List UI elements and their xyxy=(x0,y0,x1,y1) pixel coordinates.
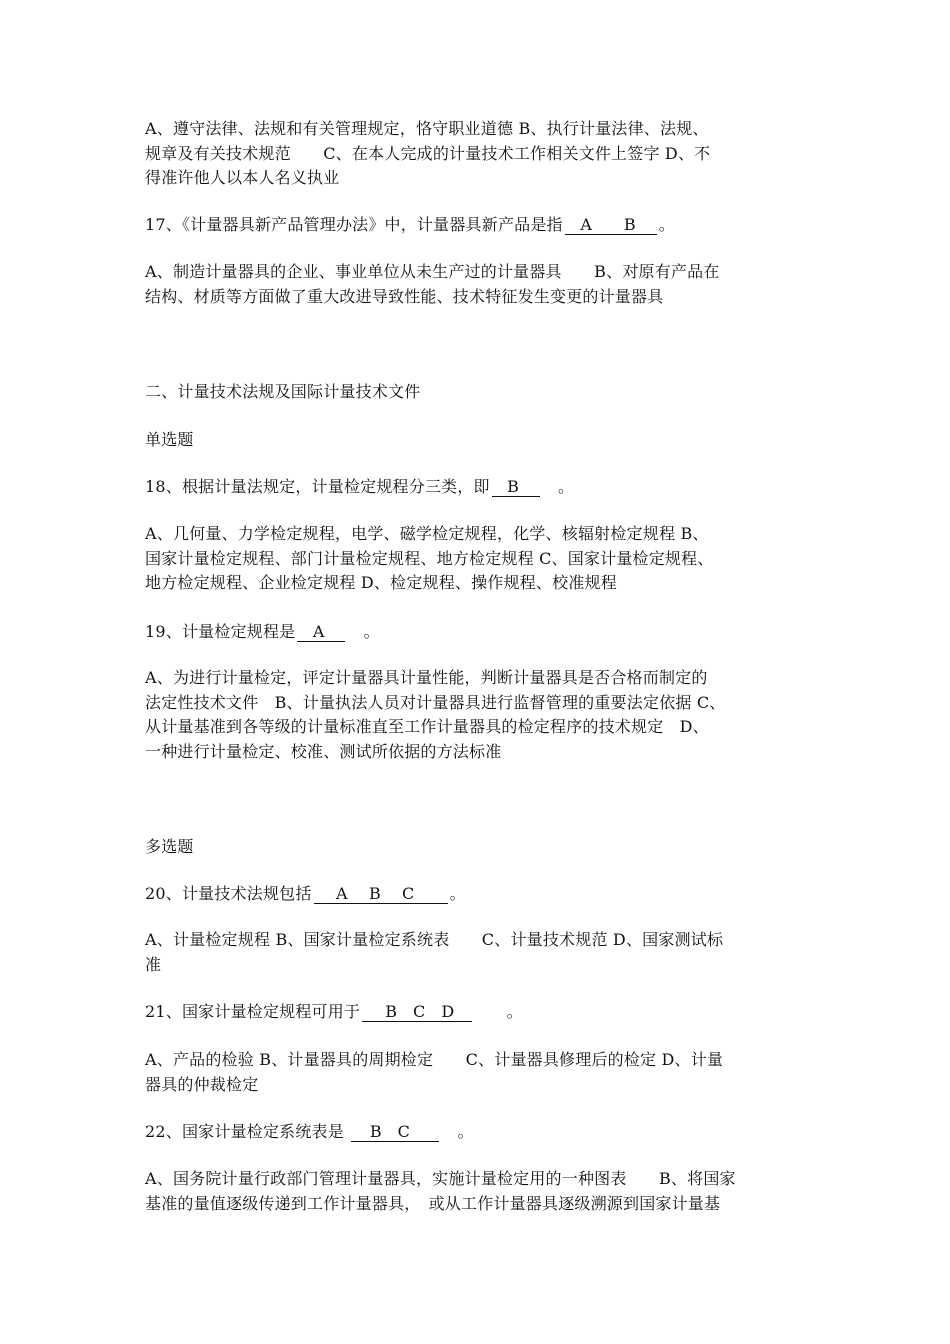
q21-question-text: 21、国家计量检定规程可用于 xyxy=(145,1002,361,1021)
q16-options-line-1: A、遵守法律、法规和有关管理规定，恪守职业道德 B、执行计量法律、法规、 xyxy=(145,119,709,138)
q21-options xyxy=(145,1048,813,1097)
q18-options-line-1: A、几何量、力学检定规程，电学、磁学检定规程，化学、核辐射检定规程 B、 xyxy=(145,524,709,543)
q16-options-line-2: 规章及有关技术规范 C、在本人完成的计量技术工作相关文件上签字 D、不 xyxy=(145,143,711,163)
q19-options-line-4: 一种进行计量检定、校准、测试所依据的方法标准 xyxy=(145,741,502,761)
single-choice-label: 单选题 xyxy=(145,430,194,449)
q18-options-line-3: 地方检定规程、企业检定规程 D、检定规程、操作规程、校准规程 xyxy=(145,573,617,592)
q17-options xyxy=(145,260,813,309)
q21-options-line-1: A、产品的检验 B、计量器具的周期检定 C、计量器具修理后的检定 D、计量 xyxy=(145,1050,724,1069)
q19-stem xyxy=(145,620,813,645)
q17-answer-blank: A B xyxy=(565,216,657,235)
q18-stem xyxy=(145,475,813,500)
q19-question-text: 19、计量检定规程是 xyxy=(145,622,296,641)
q18-options-line-2: 国家计量检定规程、部门计量检定规程、地方检定规程 C、国家计量检定规程、 xyxy=(145,548,714,568)
q22-end-mark: 。 xyxy=(457,1122,474,1141)
q19-options xyxy=(145,666,813,764)
q22-options xyxy=(145,1167,813,1216)
q22-question-text: 22、国家计量检定系统表是 xyxy=(145,1122,344,1141)
q22-options-line-1: A、国务院计量行政部门管理计量器具，实施计量检定用的一种图表 B、将国家 xyxy=(145,1169,736,1188)
q16-options xyxy=(145,117,813,191)
q19-options-line-3: 从计量基准到各等级的计量标准直至工作计量器具的检定程序的技术规定 D、 xyxy=(145,717,709,736)
q22-options-line-2: 基准的量值逐级传递到工作计量器具， 或从工作计量器具逐级溯源到国家计量基 xyxy=(145,1193,721,1213)
q19-end-mark: 。 xyxy=(363,622,380,641)
q19-options-line-1: A、为进行计量检定，评定计量器具计量性能，判断计量器具是否合格而制定的 xyxy=(145,668,708,687)
multi-choice-label: 多选题 xyxy=(145,837,194,856)
q17-stem xyxy=(145,213,813,238)
q19-options-line-2: 法定性技术文件 B、计量执法人员对计量器具进行监督管理的重要法定依据 C、 xyxy=(145,692,726,712)
q19-answer-blank: A xyxy=(297,623,345,642)
q18-answer-blank: B xyxy=(492,478,540,497)
q16-options-line-3: 得准许他人以本人名义执业 xyxy=(145,168,340,187)
q20-end-mark: 。 xyxy=(449,884,466,903)
q20-options-line-2: 准 xyxy=(145,954,162,974)
section-title: 二、计量技术法规及国际计量技术文件 xyxy=(145,382,421,401)
q21-options-line-2: 器具的仲裁检定 xyxy=(145,1074,259,1094)
q20-options-line-1: A、计量检定规程 B、国家计量检定系统表 C、计量技术规范 D、国家测试标 xyxy=(145,930,724,949)
q18-question-text: 18、根据计量法规定，计量检定规程分三类，即 xyxy=(145,477,490,496)
q17-options-line-2: 结构、材质等方面做了重大改进导致性能、技术特征发生变更的计量器具 xyxy=(145,286,664,306)
q18-options xyxy=(145,522,813,596)
q17-question-text: 17、《计量器具新产品管理办法》中，计量器具新产品是指 xyxy=(145,215,563,234)
q18-end-mark: 。 xyxy=(557,477,575,496)
q20-stem xyxy=(145,882,813,907)
q21-stem xyxy=(145,1000,813,1025)
q22-answer-blank: B C xyxy=(351,1123,439,1142)
q20-question-text: 20、计量技术法规包括 xyxy=(145,884,312,903)
q20-options xyxy=(145,928,813,977)
q21-answer-blank: B C D xyxy=(362,1003,472,1022)
q21-end-mark: 。 xyxy=(506,1002,523,1021)
q17-end-mark: 。 xyxy=(658,215,675,234)
q20-answer-blank: A B C xyxy=(314,885,448,904)
q22-stem xyxy=(145,1120,813,1145)
q17-options-line-1: A、制造计量器具的企业、事业单位从未生产过的计量器具 B、对原有产品在 xyxy=(145,262,720,281)
